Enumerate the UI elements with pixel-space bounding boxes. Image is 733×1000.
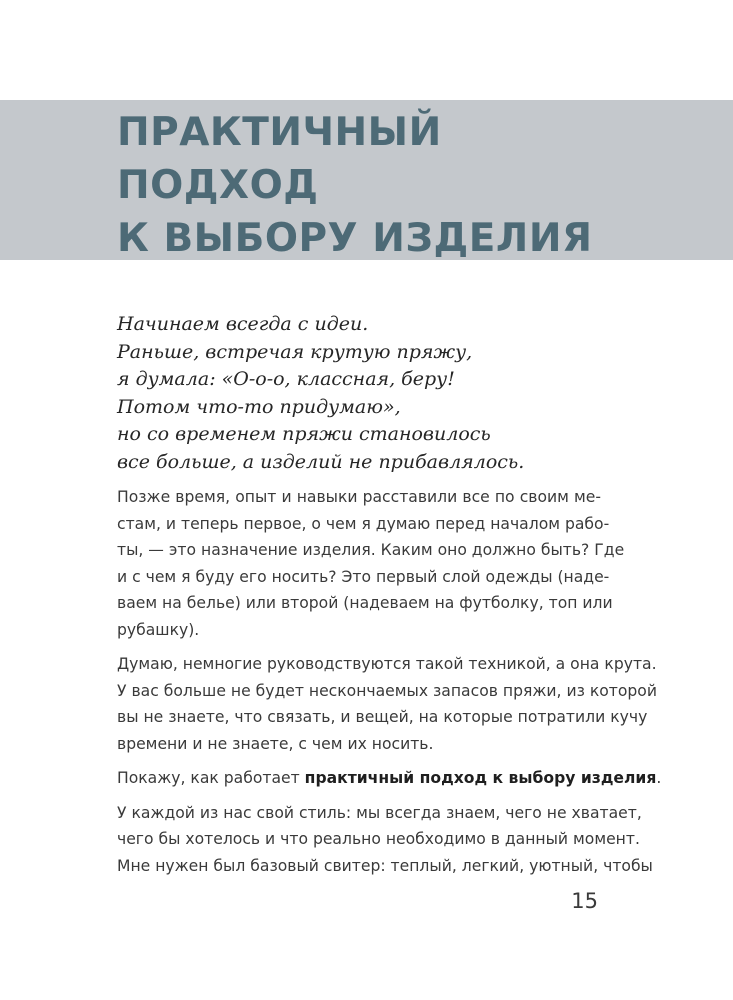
paragraph-text: . <box>656 769 662 787</box>
text-line: и с чем я буду его носить? Это первый слой одежды (наде- <box>117 567 610 586</box>
text-line: Мне нужен был базовый свитер: теплый, легкий, уютный, чтобы <box>117 856 653 875</box>
paragraph <box>117 765 662 792</box>
chapter-title-line: К ВЫБОРУ ИЗДЕЛИЯ <box>117 216 593 261</box>
intro-quote <box>117 311 524 476</box>
chapter-title-line: ПОДХОД <box>117 163 319 208</box>
chapter-title-line: ПРАКТИЧНЫЙ <box>117 110 442 155</box>
text-line: ваем на белье) или второй (надеваем на футболку, топ или <box>117 594 613 612</box>
paragraph <box>117 651 657 757</box>
text-line: ты, — это назначение изделия. Каким оно должно быть? Где <box>117 541 625 559</box>
paragraph-text: Покажу, как работает <box>117 769 305 787</box>
intro-line: Потом что-то придумаю», <box>117 395 401 418</box>
text-line: вы не знаете, что связать, и вещей, на которые потратили кучу <box>117 708 648 726</box>
chapter-title <box>117 106 593 265</box>
intro-line: Раньше, встречая крутую пряжу, <box>117 340 473 363</box>
intro-line: но со временем пряжи становилось <box>117 423 491 445</box>
text-line: времени и не знаете, с чем их носить. <box>117 734 434 753</box>
text-line: Позже время, опыт и навыки расставили все по своим ме- <box>117 488 601 506</box>
body-text <box>117 484 662 887</box>
text-line: стам, и теперь первое, о чем я думаю перед началом рабо- <box>117 514 610 533</box>
emphasis-text: практичный подход к выбору изделия <box>304 769 657 787</box>
text-line: У каждой из нас свой стиль: мы всегда знаем, чего не хватает, <box>117 803 642 822</box>
intro-line: Начинаем всегда с идеи. <box>117 313 369 335</box>
intro-line: я думала: «О-о-о, классная, беру! <box>117 368 455 390</box>
text-line <box>117 765 662 792</box>
text-line: рубашку). <box>117 620 200 639</box>
text-line: чего бы хотелось и что реально необходимо в данный момент. <box>117 830 640 848</box>
page-number: 15 <box>571 889 598 913</box>
paragraph <box>117 484 625 643</box>
paragraph <box>117 800 653 880</box>
intro-line: все больше, а изделий не прибавлялось. <box>117 450 525 473</box>
text-line: Думаю, немногие руководствуются такой техникой, а она крута. <box>117 655 657 673</box>
text-line: У вас больше не будет нескончаемых запасов пряжи, из которой <box>117 681 657 700</box>
